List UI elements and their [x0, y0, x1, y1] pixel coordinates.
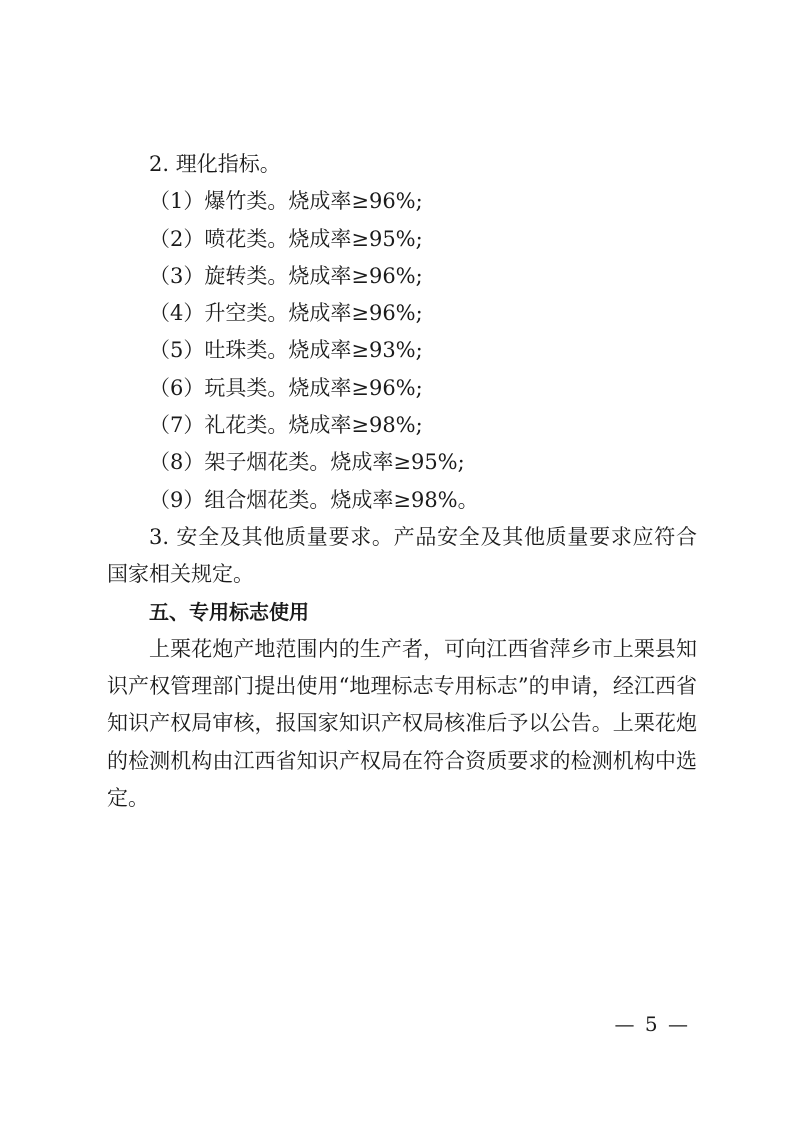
section-heading-special-mark: 五、专用标志使用 [149, 599, 309, 624]
paragraph-item-9: （9）组合烟花类。烧成率≥98%。 [149, 487, 479, 512]
page-number: — 5 — [614, 1012, 690, 1036]
paragraph-item-7: （7）礼花类。烧成率≥98%; [149, 413, 423, 438]
paragraph-item-6: （6）玩具类。烧成率≥96%; [149, 375, 423, 400]
paragraph-item-8: （8）架子烟花类。烧成率≥95%; [149, 450, 465, 475]
document-body [107, 146, 697, 817]
paragraph-item-2: （2）喷花类。烧成率≥95%; [149, 226, 423, 251]
paragraph-item-5: （5）吐珠类。烧成率≥93%; [149, 338, 423, 363]
paragraph-special-mark-usage: 上栗花炮产地范围内的生产者，可向江西省萍乡市上栗县知识产权管理部门提出使用“地理标志专用标志”的申请，经江西省知识产权局审核，报国家知识产权局核准后予以公告。上栗花炮的检测机构由江西省知识产权局在符合资质要求的检测机构中选定。 [107, 636, 697, 811]
paragraph-item-3: （3）旋转类。烧成率≥96%; [149, 263, 423, 288]
paragraph-physchem-title: 2. 理化指标。 [149, 152, 281, 176]
paragraph-item-1: （1）爆竹类。烧成率≥96%; [149, 189, 423, 214]
paragraph-item-4: （4）升空类。烧成率≥96%; [149, 301, 423, 326]
paragraph-safety-requirements: 3. 安全及其他质量要求。产品安全及其他质量要求应符合国家相关规定。 [107, 524, 697, 587]
